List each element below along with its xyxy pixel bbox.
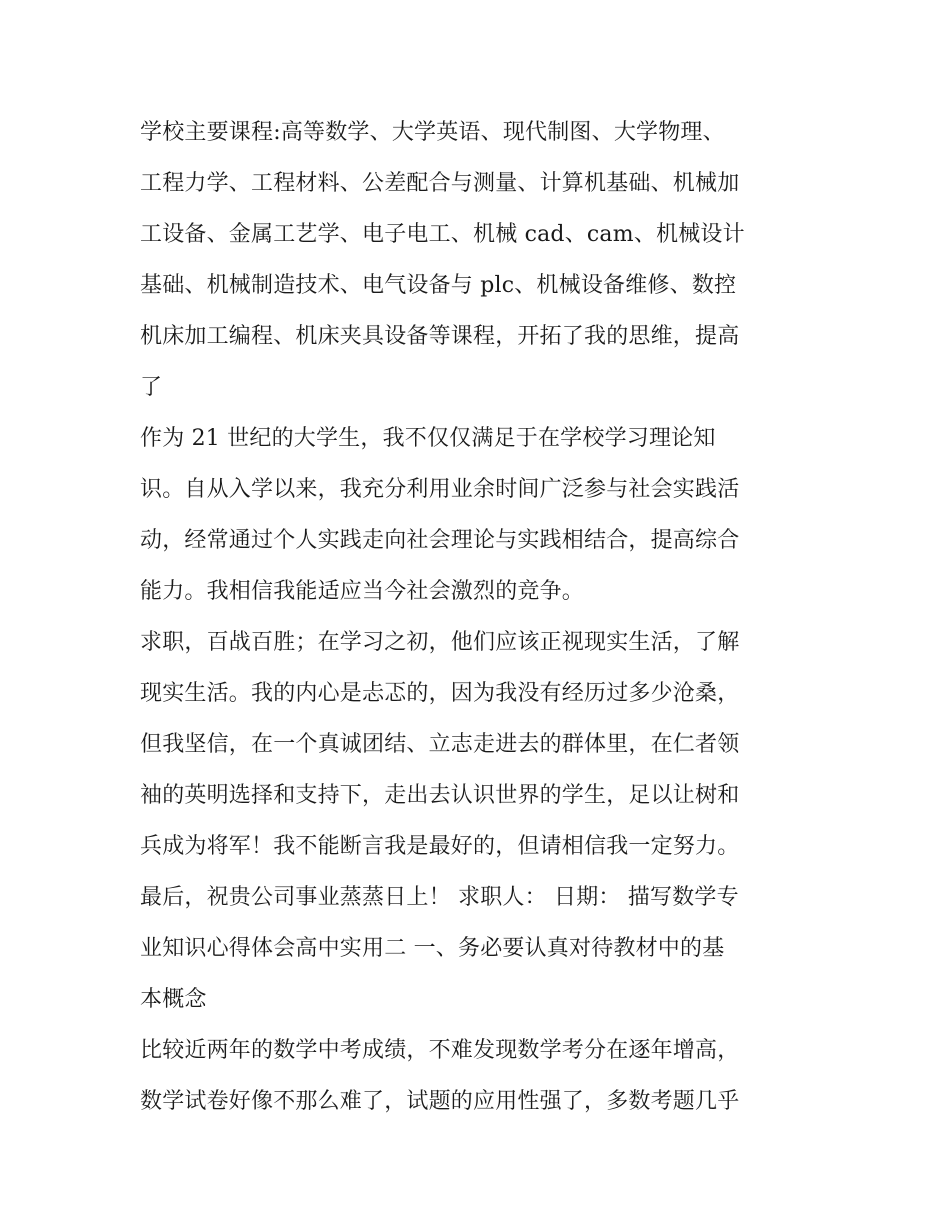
text-line: 业知识心得体会高中实用二 一、务必要认真对待教材中的基 bbox=[140, 936, 725, 961]
text-line: 作为 21 世纪的大学生，我不仅仅满足于在学校学习理论知 bbox=[140, 426, 716, 451]
text-line: 最后，祝贵公司事业蒸蒸日上！ 求职人： 日期： 描写数学专 bbox=[140, 885, 739, 910]
text-line: 学校主要课程:高等数学、大学英语、现代制图、大学物理、 bbox=[140, 120, 725, 145]
text-line: 识。自从入学以来，我充分利用业余时间广泛参与社会实践活 bbox=[140, 477, 740, 502]
text-line: 机床加工编程、机床夹具设备等课程，开拓了我的思维，提高 bbox=[140, 324, 740, 349]
text-line: 本概念 bbox=[140, 987, 207, 1012]
text-line: 现实生活。我的内心是忐忑的，因为我没有经历过多少沧桑， bbox=[140, 681, 740, 706]
text-line: 但我坚信，在一个真诚团结、立志走进去的群体里，在仁者领 bbox=[140, 732, 740, 757]
text-line: 工程力学、工程材料、公差配合与测量、计算机基础、机械加 bbox=[140, 171, 740, 196]
text-line: 能力。我相信我能适应当今社会激烈的竞争。 bbox=[140, 579, 585, 604]
text-line: 基础、机械制造技术、电气设备与 plc、机械设备维修、数控 bbox=[140, 273, 737, 298]
text-line: 比较近两年的数学中考成绩，不难发现数学考分在逐年增高， bbox=[140, 1038, 740, 1063]
text-line: 数学试卷好像不那么难了，试题的应用性强了，多数考题几乎 bbox=[140, 1089, 740, 1114]
text-line: 工设备、金属工艺学、电子电工、机械 cad、cam、机械设计 bbox=[140, 222, 745, 247]
text-line: 了 bbox=[140, 375, 163, 400]
text-line: 袖的英明选择和支持下，走出去认识世界的学生，足以让树和 bbox=[140, 783, 740, 808]
text-line: 动，经常通过个人实践走向社会理论与实践相结合，提高综合 bbox=[140, 528, 740, 553]
text-line: 兵成为将军！我不能断言我是最好的，但请相信我一定努力。 bbox=[140, 834, 740, 859]
text-line: 求职，百战百胜；在学习之初，他们应该正视现实生活，了解 bbox=[140, 630, 740, 655]
document-body bbox=[140, 107, 812, 1127]
